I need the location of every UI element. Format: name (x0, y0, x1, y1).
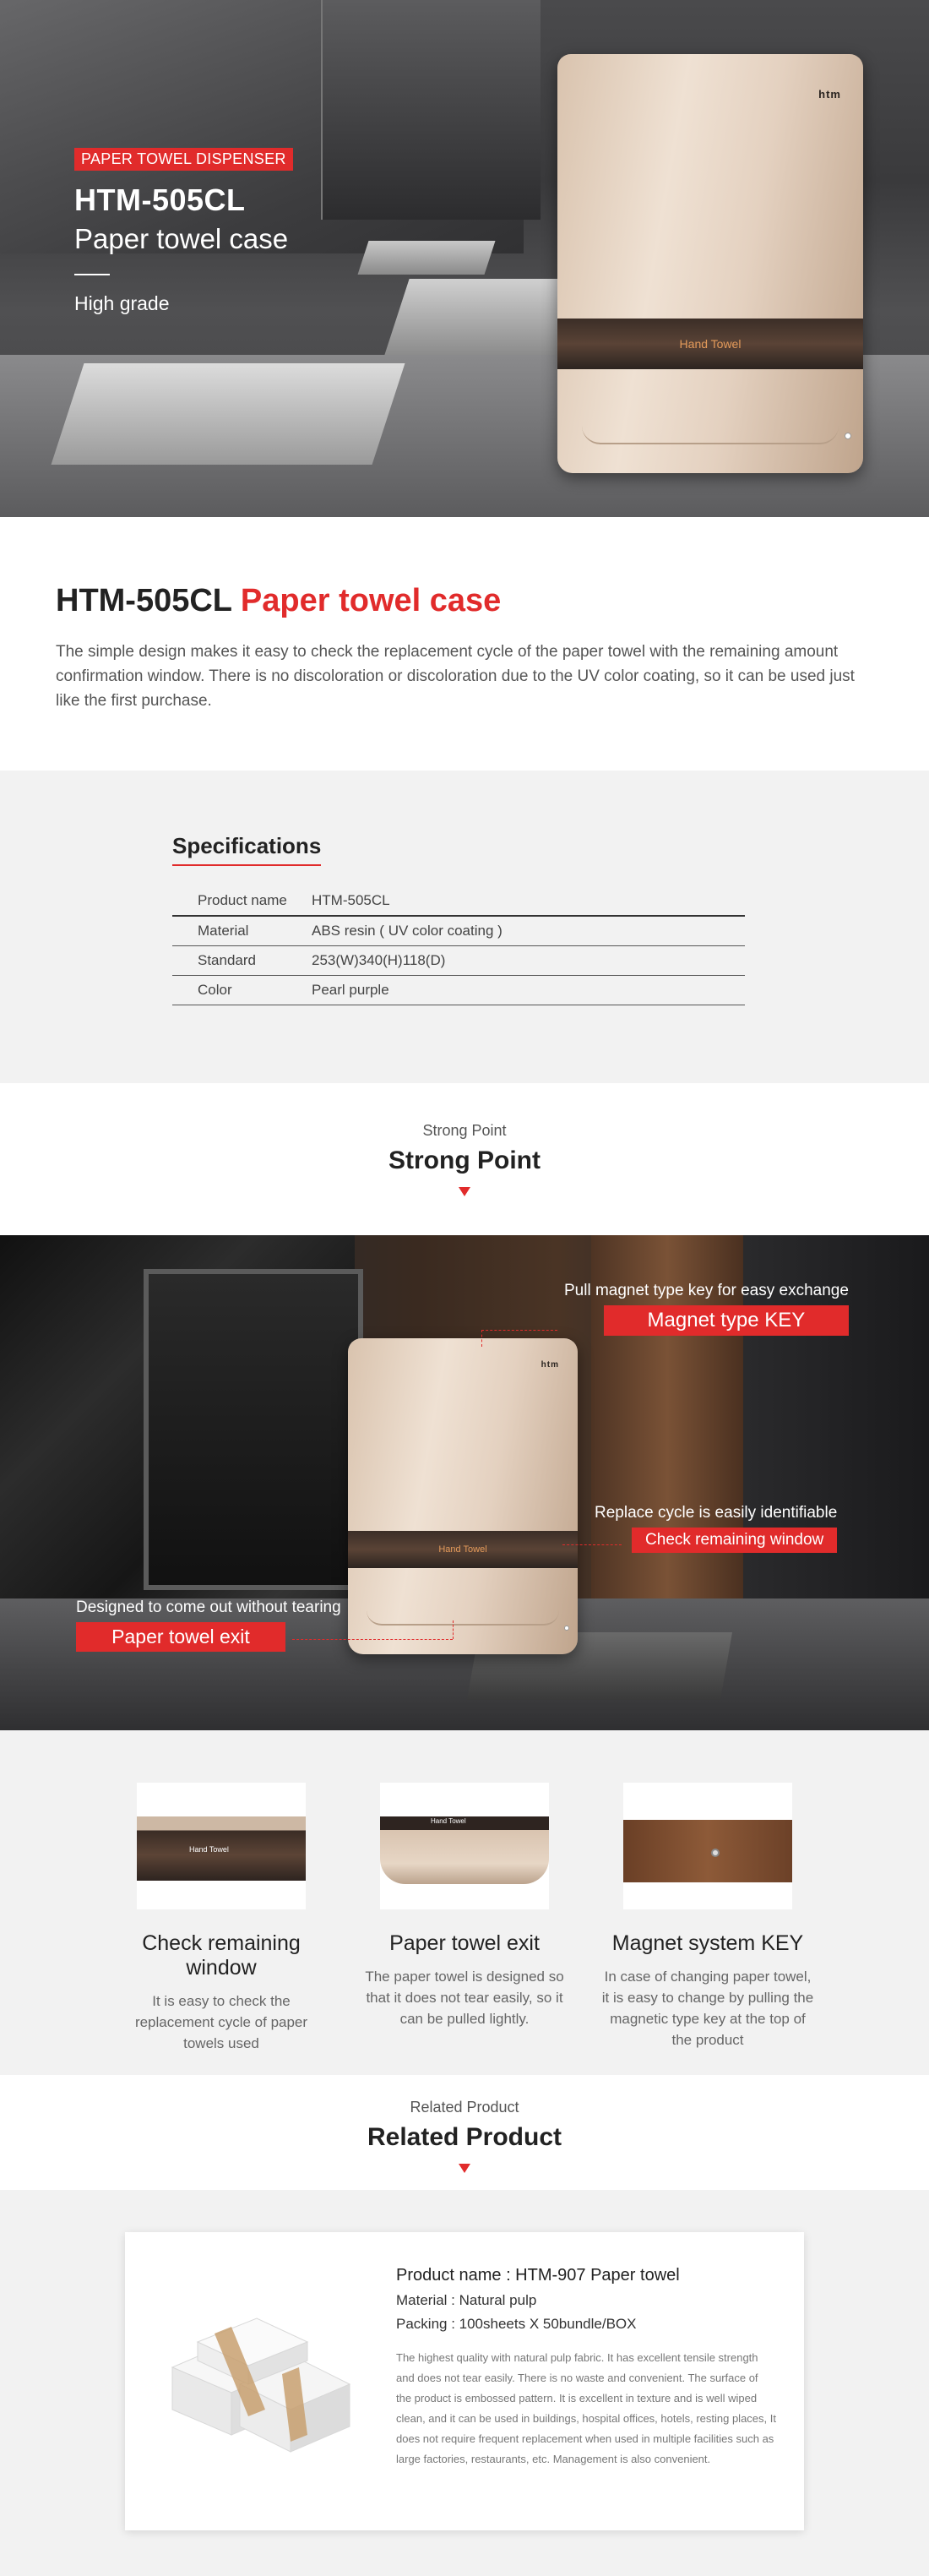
feature-card-image (623, 1783, 792, 1909)
callout-leader-line (481, 1330, 557, 1331)
callout-remaining-window (595, 1504, 837, 1553)
hero-category-badge: PAPER TOWEL DISPENSER (74, 148, 293, 171)
callout-caption: Pull magnet type key for easy exchange (564, 1282, 849, 1299)
intro-section (0, 517, 929, 771)
feature-card-title: Paper towel exit (389, 1931, 540, 1955)
key-icon (711, 1849, 720, 1857)
table-row (172, 945, 745, 975)
feature-card-image (137, 1783, 306, 1909)
hero-divider (74, 274, 110, 275)
feature-card (115, 1783, 328, 2075)
product-window (348, 1531, 578, 1568)
paper-towel-image (164, 2308, 358, 2460)
specifications-section (0, 771, 929, 1083)
product-window (557, 319, 863, 369)
product-window-label: Hand Towel (679, 337, 742, 351)
spec-value: HTM-505CL (312, 886, 745, 916)
feature-card (601, 1783, 814, 2075)
related-product-description: The highest quality with natural pulp fabric. It has excellent tensile strength and does not tear easily. There is no waste and convenient. The surface of the product is embossed pattern. It is excellent in texture and is well wiped clean, and it can be used in buildings, hospital offices, hotels, resting places, It does not require frequent replacement when used in multiple facilities such as large factories, restaurants, etc. Management is also convenient. (396, 2351, 776, 2465)
specifications-title: Specifications (172, 833, 321, 866)
spec-key: Color (172, 975, 312, 1005)
related-product-packing: Packing : 100sheets X 50bundle/BOX (396, 2316, 637, 2332)
product-exit-slot (367, 1610, 559, 1626)
section-eyebrow: Related Product (410, 2099, 519, 2116)
triangle-down-icon (459, 1187, 470, 1196)
callout-label: Check remaining window (632, 1528, 837, 1553)
hero-title: HTM-505CL (74, 182, 246, 217)
feature-card-image (380, 1783, 549, 1909)
spec-value: ABS resin ( UV color coating ) (312, 916, 745, 945)
related-product-info (396, 2266, 776, 2470)
spec-key: Material (172, 916, 312, 945)
intro-title (56, 583, 873, 619)
intro-title-name: Paper towel case (240, 583, 502, 618)
related-product-card[interactable] (125, 2232, 804, 2530)
feature-card-desc: In case of changing paper towel, it is easy to change by pulling the magnetic type key at the top of the product (601, 1969, 814, 2048)
strong-point-header (0, 1083, 929, 1235)
related-product-section (0, 2190, 929, 2576)
table-row (172, 886, 745, 916)
window-closeup-label: Hand Towel (189, 1845, 229, 1854)
lock-icon (845, 433, 851, 439)
intro-description: The simple design makes it easy to check the replacement cycle of the paper towel with the remaining amount confirmation window. There is no discoloration or discoloration due to the UV color coating, so it can be used just like the first purchase. (56, 643, 855, 710)
product-window-label: Hand Towel (438, 1544, 487, 1555)
hero-product-image (557, 54, 863, 473)
key-closeup (623, 1820, 792, 1882)
callout-magnet-key (564, 1282, 849, 1336)
feature-card (358, 1783, 571, 2075)
section-title: Related Product (367, 2123, 562, 2151)
product-brand-logo: htm (818, 88, 841, 101)
table-row (172, 916, 745, 945)
product-brand-logo: htm (541, 1360, 559, 1370)
callout-caption: Replace cycle is easily identifiable (595, 1504, 838, 1522)
hero-background-sink (358, 241, 496, 275)
spec-value: 253(W)340(H)118(D) (312, 945, 745, 975)
feature-background-mirror (144, 1269, 363, 1590)
hero-subtitle: Paper towel case (74, 223, 289, 254)
spec-value: Pearl purple (312, 975, 745, 1005)
spec-key: Standard (172, 945, 312, 975)
exit-closeup (380, 1816, 549, 1884)
feature-cards (0, 1730, 929, 2075)
hero-banner (0, 0, 929, 517)
feature-image-section (0, 1235, 929, 1730)
hero-background-mirror (321, 0, 541, 220)
feature-card-desc: It is easy to check the replacement cycle of paper towels used (134, 1993, 308, 2051)
feature-card-title: Magnet system KEY (611, 1931, 804, 1955)
related-product-header (0, 2075, 929, 2190)
callout-leader-line (453, 1620, 454, 1639)
callout-label: Paper towel exit (76, 1622, 285, 1652)
related-product-name: Product name : HTM-907 Paper towel (396, 2266, 680, 2285)
section-title: Strong Point (388, 1146, 541, 1174)
intro-title-model: HTM-505CL (56, 583, 232, 618)
spec-key: Product name (172, 886, 312, 916)
section-eyebrow: Strong Point (422, 1122, 507, 1139)
table-row (172, 975, 745, 1005)
feature-card-desc: The paper towel is designed so that it does not tear easily, so it can be pulled lightly. (365, 1969, 564, 2027)
window-closeup (137, 1816, 306, 1881)
hero-text-block (74, 148, 293, 315)
specifications-table (172, 886, 745, 1005)
lock-icon (564, 1626, 569, 1631)
hero-background-sink (52, 363, 405, 465)
feature-card-title: Check remaining window (142, 1931, 301, 1980)
product-exit-slot (582, 426, 839, 444)
feature-product-image (348, 1338, 578, 1654)
exit-closeup-label: Hand Towel (431, 1817, 466, 1825)
callout-caption: Designed to come out without tearing (76, 1598, 341, 1616)
callout-leader-line (481, 1330, 482, 1347)
related-product-material: Material : Natural pulp (396, 2292, 537, 2308)
triangle-down-icon (459, 2164, 470, 2173)
hero-grade: High grade (74, 292, 170, 314)
callout-label: Magnet type KEY (604, 1305, 849, 1336)
callout-towel-exit (76, 1598, 341, 1652)
